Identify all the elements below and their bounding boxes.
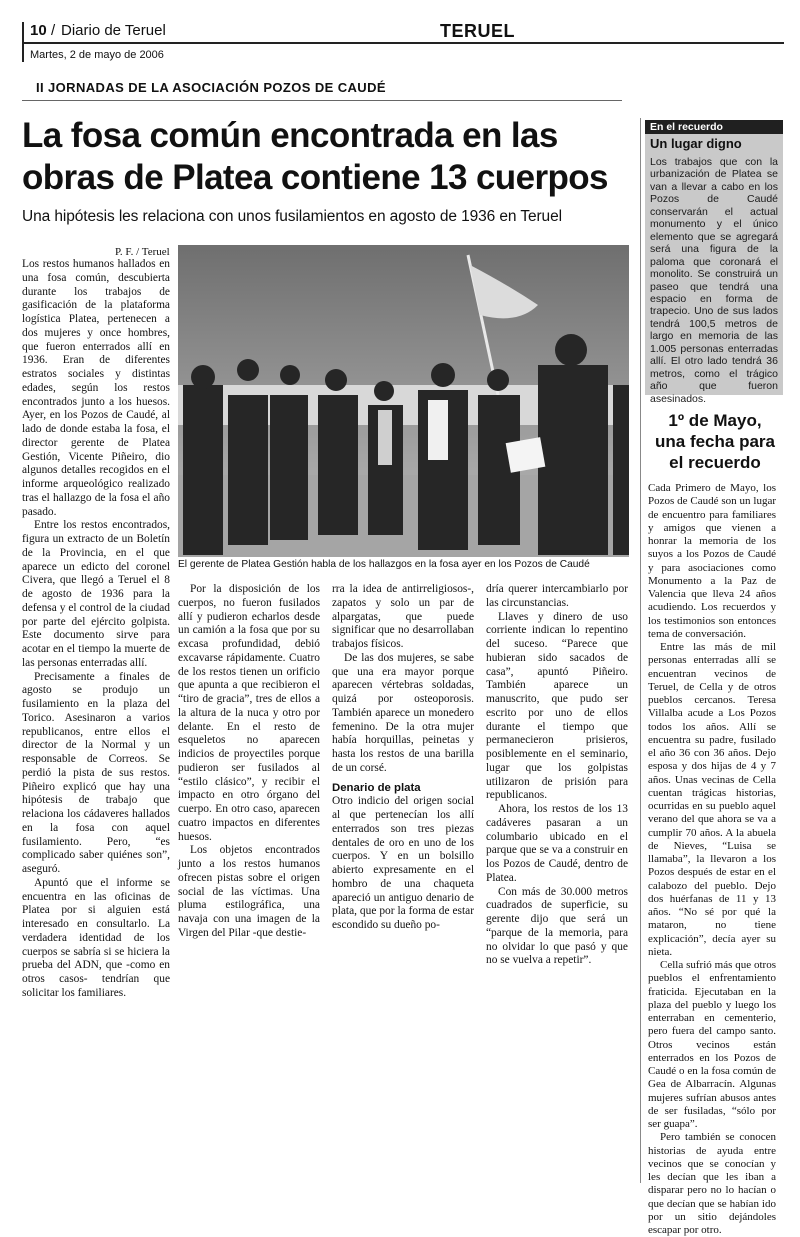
article-column-3 (332, 583, 474, 933)
paragraph: De las dos mujeres, se sabe que una era mayor porque aparecen vértebras soldadas, quizá por osteoporosis. También aparece un monedero femenino. De la otra mujer había horquillas, peinetas y hasta los restos de una barilla de un corsé. (332, 651, 474, 774)
news-photo (178, 245, 629, 557)
paragraph: Los objetos encontrados junto a los restos humanos ofrecen pistas sobre el origen social de las víctimas. Una pluma estilográfica, una navaja con una imagen de la Virgen del Pilar -que destie- (178, 844, 320, 939)
sidebar-divider (640, 118, 641, 1183)
subheadline: Una hipótesis les relaciona con unos fusilamientos en agosto de 1936 en Teruel (22, 208, 562, 225)
sidebar-title: Un lugar digno (650, 136, 742, 151)
paragraph: Precisamente a finales de agosto se produjo un fusilamiento en la plaza del Torico. Asesinaron a varios republicanos, entre ellos el director de la Normal y un responsable de Correos. Se perdió la pista de sus restos. Piñeiro explicó que hay una hipótesis de trabajo que relaciona los cádaveres hallados en la fosa con aquel fusilamiento. Pero, “es complicado saber quiénes son”, aseguró. (22, 670, 170, 875)
paragraph: Llaves y dinero de uso corriente indican lo repentino del suceso. “Parece que hubieran sido sacados de casa”, apuntó Piñeiro. También aparece un manuscrito, que pudo ser escrito por uno de ellos durante el tiempo que permanecieron prisieros, posiblemente en el seminario, lugar que los golpistas utilizaron de prisión para republicanos. (486, 610, 628, 802)
paragraph: Entre los restos encontrados, figura un extracto de un Boletín de la Provincia, en el que aparece un edicto del coronel Civera, que llegó a Teruel el 8 de agosto de 1936 para la defensa y el control de la ciudad por parte del ejército golpista. Este documento sirve para acotar en el tiempo la muerte de las personas enterradas allí. (22, 519, 170, 669)
header-left-bar (22, 22, 24, 62)
section-title: TERUEL (440, 21, 515, 41)
header-rule (22, 42, 784, 44)
paragraph: Cada Primero de Mayo, los Pozos de Caudé son un lugar de encuentro para familiares y amigos que vienen a honrar la memoria de los suyos a los Pozos de Caudé y para asociaciones como Monumento a la Paz de Valencia que lleva 24 años acudiendo. Los recuerdos y los testimonios son entonces tema de conversación. (648, 482, 776, 640)
headline (22, 115, 622, 199)
paragraph: Pero también se conocen historias de ayuda entre vecinos que se conocían y les decían que les iban a disparar pero no lo hacían o que decían que se habían ido por un sitio dejándoles escapar por otro. (648, 1131, 776, 1236)
byline: P. F. / Teruel (115, 246, 170, 258)
issue-date: Martes, 2 de mayo de 2006 (30, 49, 164, 61)
paragraph: Ahora, los restos de los 13 cadáveres pasaran a un columbario ubicado en el parque que se va a construir en los Pozos de Caudé, dentro de Platea. (486, 803, 628, 884)
sidebar-label: En el recuerdo (645, 120, 783, 134)
side-article-title: 1º de Mayo, una fecha para el recuerdo (655, 411, 775, 472)
side-article-body (648, 482, 776, 1237)
headline-line-2: obras de Platea contiene 13 cuerpos (22, 158, 608, 197)
header-separator: / (51, 22, 56, 39)
headline-line-1: La fosa común encontrada en las (22, 116, 558, 155)
kicker-rule (22, 100, 622, 101)
paragraph: Por la disposición de los cuerpos, no fueron fusilados allí y pudieron echarlos desde un camión a la fosa que por su excasa profundidad, debió excavarse rápidamente. Cuatro de los restos tienen un orificio que apunta a que recibieron el “tiro de gracia”, tres de ellos a la altura de la nuca y otro por delante. En el resto de esqueletos no aparecen indicios de proyectiles porque pudieron ser fusilados al “estilo clásico”, y recibir el impacto en otro órgano del cuerpo. En otro caso, aparecen cuatro impactos en diferentes huesos. (178, 583, 320, 843)
kicker: II JORNADAS DE LA ASOCIACIÓN POZOS DE CAUDÉ (36, 80, 386, 95)
photo-caption: El gerente de Platea Gestión habla de los hallazgos en la fosa ayer en los Pozos de Caudé (178, 559, 590, 570)
sidebar-box (645, 120, 783, 405)
paragraph: Entre las más de mil personas enterradas allí se encuentran vecinos de Teruel, de Cella y de otros pueblos cercanos. Teresa Villalba acude a Los Pozos todos los años. Allí se encuentra su padre, fusilado el año 36 con 36 años. Dejo esposa y dos hijas de 4 y 7 años. Unas vecinas de Cella cuentan trágicas historias, ocurridas en su pueblo aquel verano del que ahora se va a cumplir 70 años. A la abuela de Nieves, “Luisa se llamaba”, la llevaron a los Pozos después de estar en el calabozo del pueblo. Dejo dos huérfanas de 11 y 13 años. “No sé por qué la mataron, no tiene explicación”, decía ayer su nieta. (648, 641, 776, 958)
sidebar-text: Los trabajos que con la urbanización de Platea se van a llevar a cabo en los Pozos de Caudé conservarán el actual monumento y el único elemento que se agregará será una figura de la paloma que coronará el monolito. Se construirá un paseo que tendrá una espacio en forma de trapecio. Uno de sus lados tendrá 100,5 metros de largo en memoria de las 1.005 personas enterradas allí. El otro lado tendrá 36 metros, como el trágico año que fueron asesinados. (650, 156, 778, 405)
paragraph: Apuntó que el informe se encuentra en las oficinas de Platea por si alguien está interesado en consultarlo. La verdadera identidad de los cuerpos se sabría si se hiciera la prueba del ADN, que -como en otros casos- tendrían que solicitar los familiares. (22, 876, 170, 999)
newspaper-name: Diario de Teruel (61, 22, 166, 39)
article-subhead: Denario de plata (332, 781, 421, 794)
paragraph: Con más de 30.000 metros cuadrados de superficie, su gerente dijo que será un “parque de la memoria, para no olvidar lo que pasó y que no se vuelva a repetir”. (486, 885, 628, 967)
paragraph: rra la idea de antirreligiosos-, zapatos y solo un par de alpargatas, que puede significar que no desarrollaban trabajos físicos. (332, 583, 474, 650)
paragraph: Cella sufrió más que otros pueblos el enfrentamiento fraticida. Ejecutaban en la plaza del pueblo y luego los enterraban en cementerio, pero fuera del campo santo. Otros vecinos están enterrados en los Pozos de Caudé o en la fosa común de Gea de Albarracín. Algunas mujeres sufrían abusos antes de ser fusiladas, “sólo por ser guapa”. (648, 959, 776, 1130)
article-column-2 (178, 583, 320, 941)
paragraph: Otro indicio del origen social al que pertenecían los allí enterrados son tres piezas dentales de oro en uno de los cuerpos. Y en un bolsillo abierto expresamente en el hombro de una chaqueta apareció un antiguo denario de plata, que por la forma de estar escondido su dueño po- (332, 795, 474, 931)
paragraph: dría querer intercambiarlo por las circunstancias. (486, 583, 628, 609)
photo-illustration (178, 245, 629, 557)
paragraph: Los restos humanos hallados en una fosa común, descubierta durante los trabajos de gasificación de la plataforma logística Platea, pertenecen a dos mujeres y once hombres, que fueron enterrados allí en 1936. Eran de diferentes estratos sociales y distintas edades, según los restos encontrados junto a los huesos. Ayer, en los Pozos de Caudé, al lado de donde estaba la fosa, el director gerente de Platea Gestión, Vicente Piñeiro, dio algunos detalles recogidos en el informe arqueológico realizado tras el hallazgo de la fosa el año pasado. (22, 258, 170, 518)
article-column-1 (22, 258, 170, 1001)
article-column-4 (486, 583, 628, 968)
page-number: 10 (30, 22, 47, 39)
